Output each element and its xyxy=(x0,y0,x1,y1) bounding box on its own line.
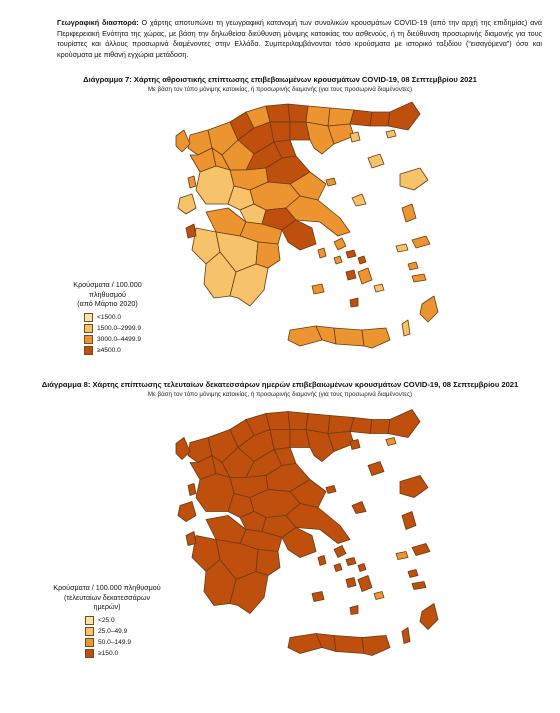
region-karpathos xyxy=(402,320,410,336)
legend-item xyxy=(85,638,162,647)
region-samothraki xyxy=(386,130,396,138)
region-kea xyxy=(318,248,326,258)
legend-swatch xyxy=(84,335,93,344)
legend-item xyxy=(84,313,160,322)
region-amorgos xyxy=(374,592,384,600)
region-syros xyxy=(334,256,342,264)
figure-7-legend xyxy=(55,280,160,355)
region-rodopi xyxy=(370,112,390,126)
legend-swatch xyxy=(84,313,93,322)
region-kos xyxy=(412,274,426,282)
region-rodos xyxy=(420,296,438,322)
region-irakleio xyxy=(334,636,364,654)
figure-8-title: Διάγραμμα 8: Χάρτης επίπτωσης τελευταίων δεκατεσσάρων ημερών επιβεβαιωμένων κρουσμάτων COVID-19, 08 Σεπτεμβρίου 2021 xyxy=(41,380,519,389)
region-naxos xyxy=(358,576,372,592)
region-xanthi xyxy=(350,110,372,126)
legend-subtitle: (τελευταίων δεκατεσσάρων ημερών) xyxy=(63,592,151,611)
legend-item xyxy=(84,335,160,344)
legend-swatch xyxy=(85,649,94,658)
legend-item xyxy=(84,324,160,333)
region-zakynthos xyxy=(186,224,196,238)
legend-label: ≥150.0 xyxy=(98,649,119,657)
region-kefalonia xyxy=(178,194,196,214)
region-kilkis xyxy=(288,412,308,430)
region-limnos xyxy=(368,154,384,168)
region-rodopi xyxy=(370,420,390,434)
region-lefkada xyxy=(188,484,196,496)
region-rodos xyxy=(420,604,438,630)
region-pella xyxy=(266,412,290,430)
region-lesvos xyxy=(400,476,428,498)
legend-label: ≥4500.0 xyxy=(97,346,121,354)
region-mykonos xyxy=(358,564,366,572)
region-thasos xyxy=(350,440,360,450)
legend-title: Κρούσματα / 100.000 πληθυσμού xyxy=(53,583,161,592)
figure-8-map xyxy=(150,405,440,670)
region-paros xyxy=(346,270,356,280)
region-ikaria xyxy=(396,244,408,252)
region-argolida xyxy=(256,242,280,268)
legend-label: 3000.0–4499.9 xyxy=(97,335,142,343)
legend-label: 1500.0–2999.9 xyxy=(97,324,142,332)
region-chios xyxy=(402,512,416,530)
region-thasos xyxy=(350,132,360,142)
region-evros xyxy=(388,102,420,130)
region-santorini xyxy=(350,606,358,615)
region-chios xyxy=(402,204,416,222)
intro-label: Γεωγραφική διασπορά: xyxy=(57,18,139,27)
region-lefkada xyxy=(188,176,196,188)
region-aitoloakarnania xyxy=(196,474,234,512)
legend-label: 25.0–49.9 xyxy=(98,627,128,635)
region-samothraki xyxy=(386,438,396,446)
region-sporades xyxy=(326,486,336,494)
region-lasithi xyxy=(362,328,390,348)
region-andros xyxy=(334,238,346,250)
region-pella xyxy=(266,104,290,122)
legend-label: <25.0 xyxy=(98,616,115,624)
legend-subtitle: (από Μάρτιο 2020) xyxy=(77,299,138,308)
figure-7-subtitle: Με βάση τον τόπο μόνιμης κατοικίας, ή προσωρινής διαμονής (για τους προσωρινά διαμένοντες) xyxy=(147,86,413,93)
region-milos xyxy=(312,284,324,294)
region-lesvos xyxy=(400,168,428,190)
legend-swatch xyxy=(85,638,94,647)
legend-label: <1500.0 xyxy=(97,313,122,321)
legend-swatch xyxy=(84,346,93,355)
region-argolida xyxy=(256,550,280,576)
region-santorini xyxy=(350,298,358,307)
region-amorgos xyxy=(374,284,384,292)
intro-text: Ο χάρτης αποτυπώνει τη γεωγραφική κατανομή των συνολικών κρουσμάτων COVID-19 (από την αρχή της επιδημίας) ανά Περιφερειακή Ενότητα της χώρας, με βάση την δηλωθείσα διεύθυνση μόνιμης κατοικίας του ασθενούς, ή τη διεύθυνση προσωρινής διαμονής για τους τουρίστες και άλλους προσωρινά διαμένοντες στην Ελλάδα. Συμπεριλαμβάνονται τόσο κρούσματα με ιστορικό ταξιδίου (“εισαγόμενα”) όσο και κρούσματα με πιθανή εγχώρια μετάδοση. xyxy=(57,18,542,59)
region-samos xyxy=(412,236,430,248)
region-limnos xyxy=(368,462,384,476)
region-paros xyxy=(346,578,356,588)
region-sporades xyxy=(326,178,336,186)
region-tinos xyxy=(346,250,356,258)
legend-item xyxy=(85,627,162,636)
legend-swatch xyxy=(85,627,94,636)
region-syros xyxy=(334,564,342,572)
region-samos xyxy=(412,544,430,556)
region-kerkyra xyxy=(176,438,190,460)
region-mykonos xyxy=(358,256,366,264)
legend-item xyxy=(85,649,162,658)
intro-paragraph xyxy=(57,18,542,60)
region-kos xyxy=(412,582,426,590)
figure-7-map xyxy=(150,100,440,360)
figure-8-subtitle: Με βάση τον τόπο μόνιμης κατοικίας, ή προσωρινής διαμονής (για τους προσωρινά διαμένοντες) xyxy=(147,391,413,398)
figure-7-title: Διάγραμμα 7: Χάρτης αθροιστικής επίπτωσης επιβεβαιωμένων κρουσμάτων COVID-19, 08 Σεπτεμβρίου 2021 xyxy=(83,75,477,84)
region-milos xyxy=(312,592,324,602)
region-skyros xyxy=(352,194,366,206)
region-tinos xyxy=(346,558,356,566)
region-kea xyxy=(318,556,326,566)
region-andros xyxy=(334,546,346,558)
region-imathia xyxy=(270,122,290,142)
region-lasithi xyxy=(362,636,390,656)
region-kalymnos xyxy=(408,262,418,270)
legend-swatch xyxy=(84,324,93,333)
region-zakynthos xyxy=(186,532,196,546)
region-naxos xyxy=(358,268,372,284)
legend-swatch xyxy=(85,616,94,625)
region-kerkyra xyxy=(176,130,190,152)
region-aitoloakarnania xyxy=(196,166,234,204)
region-evros xyxy=(388,410,420,438)
legend-item xyxy=(85,616,162,625)
region-xanthi xyxy=(350,418,372,434)
figure-8-legend xyxy=(52,583,162,658)
region-kalymnos xyxy=(408,570,418,578)
region-kefalonia xyxy=(178,502,196,522)
region-skyros xyxy=(352,502,366,514)
legend-item xyxy=(84,346,160,355)
legend-title: Κρούσματα / 100.000 πληθυσμού xyxy=(73,280,142,299)
region-karpathos xyxy=(402,628,410,644)
region-kilkis xyxy=(288,104,308,122)
region-ikaria xyxy=(396,552,408,560)
region-irakleio xyxy=(334,328,364,346)
legend-label: 50.0–149.9 xyxy=(98,638,132,646)
region-imathia xyxy=(270,430,290,450)
